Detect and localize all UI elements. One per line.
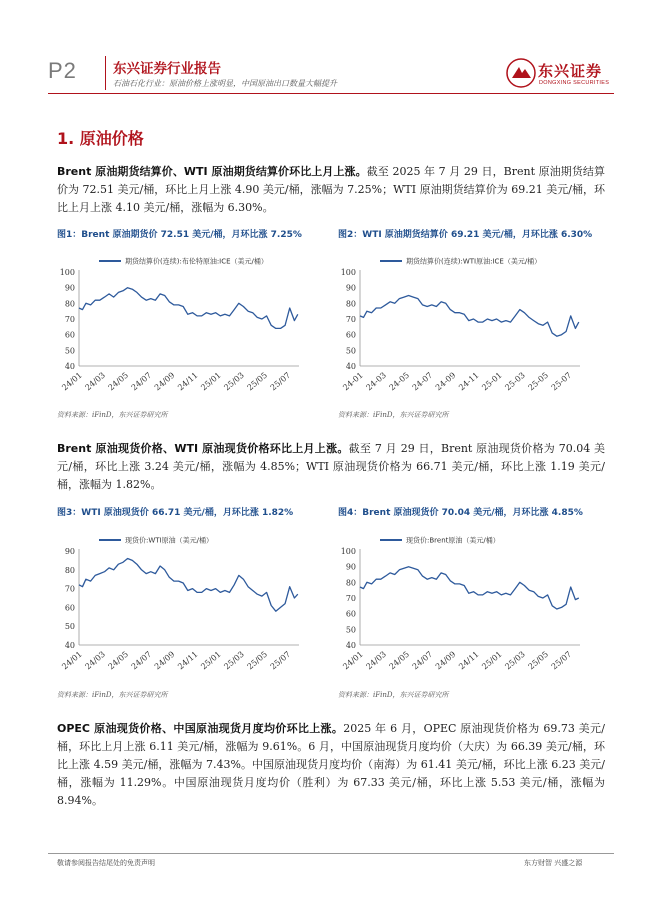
y-tick-label: 40 [64,641,75,650]
figure-2-chart [338,254,600,394]
figure-1-svg [57,254,319,394]
x-tick-label: 24/07 [129,649,154,672]
figure-3-source: 资料来源：iFinD，东兴证券研究所 [57,691,168,699]
y-tick-label: 80 [64,299,75,309]
y-tick-label: 100 [59,268,75,277]
x-tick-label: 24/01 [60,370,84,393]
report-series-title: 东兴证券行业报告 [113,61,221,77]
x-tick-label: 24-01 [341,370,365,393]
y-tick-label: 60 [345,330,356,340]
x-tick-label: 25-01 [480,370,504,393]
x-tick-label: 24/03 [364,649,388,672]
company-logo-text: 东兴证券 [538,62,603,80]
figure-3-chart [57,533,319,673]
x-tick-label: 24-11 [457,370,481,393]
x-tick-label: 25/07 [268,370,293,393]
header-rule [48,93,614,94]
x-tick-label: 24/11 [457,649,481,672]
x-tick-label: 25/05 [245,370,270,393]
figure-3-caption: 图3：WTI 原油现货价 66.71 美元/桶，月环比涨 1.82% [57,508,294,518]
series-line [360,296,579,337]
company-logo-english: DONGXING SECURITIES [539,80,610,86]
x-tick-label: 24/03 [83,649,107,672]
x-tick-label: 24/11 [176,649,200,672]
x-tick-label: 24/01 [60,649,84,672]
y-tick-label: 90 [64,547,75,556]
y-tick-label: 90 [345,562,356,572]
x-tick-label: 25/07 [268,649,293,672]
series-line [79,288,298,329]
series-line [360,567,579,609]
x-tick-label: 25/03 [222,370,246,393]
y-tick-label: 40 [345,362,356,371]
section-title: 1. 原油价格 [57,129,144,148]
x-tick-label: 24/11 [176,370,200,393]
legend-label: 期货结算价(连续):WTI原油:ICE（美元/桶） [406,257,542,266]
y-tick-label: 70 [345,594,356,603]
y-tick-label: 50 [64,622,75,632]
legend-label: 期货结算价(连续):布伦特原油:ICE（美元/桶） [125,257,268,266]
y-tick-label: 80 [345,578,356,588]
header-divider [105,56,106,90]
y-tick-label: 70 [345,315,356,324]
x-tick-label: 24/05 [106,370,131,393]
figure-2-source: 资料来源：iFinD，东兴证券研究所 [338,411,449,419]
x-tick-label: 25/03 [503,649,527,672]
figure-1-chart [57,254,319,394]
report-subtitle: 石油石化行业：原油价格上涨明显，中国原油出口数量大幅提升 [113,79,337,88]
figure-1-caption: 图1：Brent 原油期货价 72.51 美元/桶，月环比涨 7.25% [57,230,302,240]
company-logo-icon [506,58,536,88]
x-tick-label: 24/09 [152,649,177,672]
y-tick-label: 60 [64,330,75,340]
figure-3-svg [57,533,319,673]
footer-slogan: 东方财智 兴盛之源 [524,859,583,867]
y-tick-label: 70 [64,315,75,324]
x-tick-label: 24-05 [387,370,412,393]
y-tick-label: 90 [64,283,75,293]
y-tick-label: 60 [64,603,75,613]
y-tick-label: 40 [64,362,75,371]
x-tick-label: 25-07 [549,370,574,393]
y-tick-label: 100 [340,547,356,556]
x-tick-label: 24-03 [364,370,388,393]
x-tick-label: 24/09 [433,649,458,672]
x-tick-label: 25-05 [526,370,551,393]
figure-4-chart [338,533,600,673]
figure-1-source: 资料来源：iFinD，东兴证券研究所 [57,411,168,419]
paragraph-futures [57,163,605,217]
legend-label: 现货价:WTI原油（美元/桶） [125,536,213,545]
legend-label: 现货价:Brent原油（美元/桶） [406,536,500,545]
paragraph-spot [57,440,605,494]
figure-2-svg [338,254,600,394]
footer-disclaimer: 敬请参阅报告结尾处的免责声明 [57,859,155,867]
x-tick-label: 24-09 [433,370,458,393]
y-tick-label: 50 [345,625,356,635]
x-tick-label: 24/05 [387,649,412,672]
x-tick-label: 25/05 [526,649,551,672]
y-tick-label: 50 [64,346,75,356]
x-tick-label: 24/07 [129,370,154,393]
paragraph-futures-lead: Brent 原油期货结算价、WTI 原油期货结算价环比上月上涨。 [57,165,367,178]
y-tick-label: 50 [345,346,356,356]
y-tick-label: 100 [340,268,356,277]
figure-4-caption: 图4：Brent 原油现货价 70.04 美元/桶，月环比涨 4.85% [338,508,583,518]
x-tick-label: 25/05 [245,649,270,672]
y-tick-label: 40 [345,641,356,650]
x-tick-label: 25-03 [503,370,527,393]
y-tick-label: 90 [345,283,356,293]
paragraph-opec [57,720,605,810]
x-tick-label: 25/01 [199,370,223,393]
x-tick-label: 24-07 [410,370,435,393]
x-tick-label: 24/09 [152,370,177,393]
figure-2-caption: 图2：WTI 原油期货结算价 69.21 美元/桶，月环比涨 6.30% [338,230,593,240]
footer-rule [48,853,614,854]
figure-4-source: 资料来源：iFinD，东兴证券研究所 [338,691,449,699]
paragraph-opec-body: 2025 年 6 月，OPEC 原油现货价格为 69.73 美元/桶，环比上月上涨 6.11 美元/桶，涨幅为 9.61%。6 月，中国原油现货月度均价（大庆）为 66.39 美元/桶，环比上涨 4.59 美元/桶，涨幅为 7.43%。中国原油现货月度均价（南海）为 61.41 美元/桶，环比上涨 6.23 美元/桶，涨幅为 11.29%。中国原油现货月度均价（胜利）为 67.33 美元/桶，环比上涨 5.53 美元/桶，涨幅为 8.94%。 [57,722,605,807]
y-tick-label: 70 [64,584,75,594]
y-tick-label: 80 [345,299,356,309]
y-tick-label: 60 [345,609,356,619]
x-tick-label: 24/01 [341,649,365,672]
x-tick-label: 25/03 [222,649,246,672]
figure-4-svg [338,533,600,673]
x-tick-label: 25/01 [199,649,223,672]
paragraph-spot-lead: Brent 原油现货价格、WTI 原油现货价格环比上月上涨。 [57,442,349,455]
paragraph-futures-body: 截至 2025 年 7 月 29 日，Brent 原油期货结算价为 72.51 美元/桶，环比上月上涨 4.90 美元/桶，涨幅为 7.25%；WTI 原油期货结算价为 69.21 美元/桶，环比上月上涨 4.10 美元/桶，涨幅为 6.30%。 [57,165,605,214]
paragraph-opec-lead: OPEC 原油现货价格、中国原油现货月度均价环比上涨。 [57,722,344,735]
x-tick-label: 25/01 [480,649,504,672]
series-line [79,559,298,612]
x-tick-label: 24/07 [410,649,435,672]
page-number: P2 [48,58,77,83]
paragraph-spot-body: 截至 7 月 29 日，Brent 原油现货价格为 70.04 美元/桶，环比上涨 3.24 美元/桶，涨幅为 4.85%；WTI 原油现货价格为 66.71 美元/桶，环比上涨 1.19 美元/桶，涨幅为 1.82%。 [57,442,605,491]
x-tick-label: 24/05 [106,649,131,672]
x-tick-label: 25/07 [549,649,574,672]
y-tick-label: 80 [64,565,75,575]
x-tick-label: 24/03 [83,370,107,393]
